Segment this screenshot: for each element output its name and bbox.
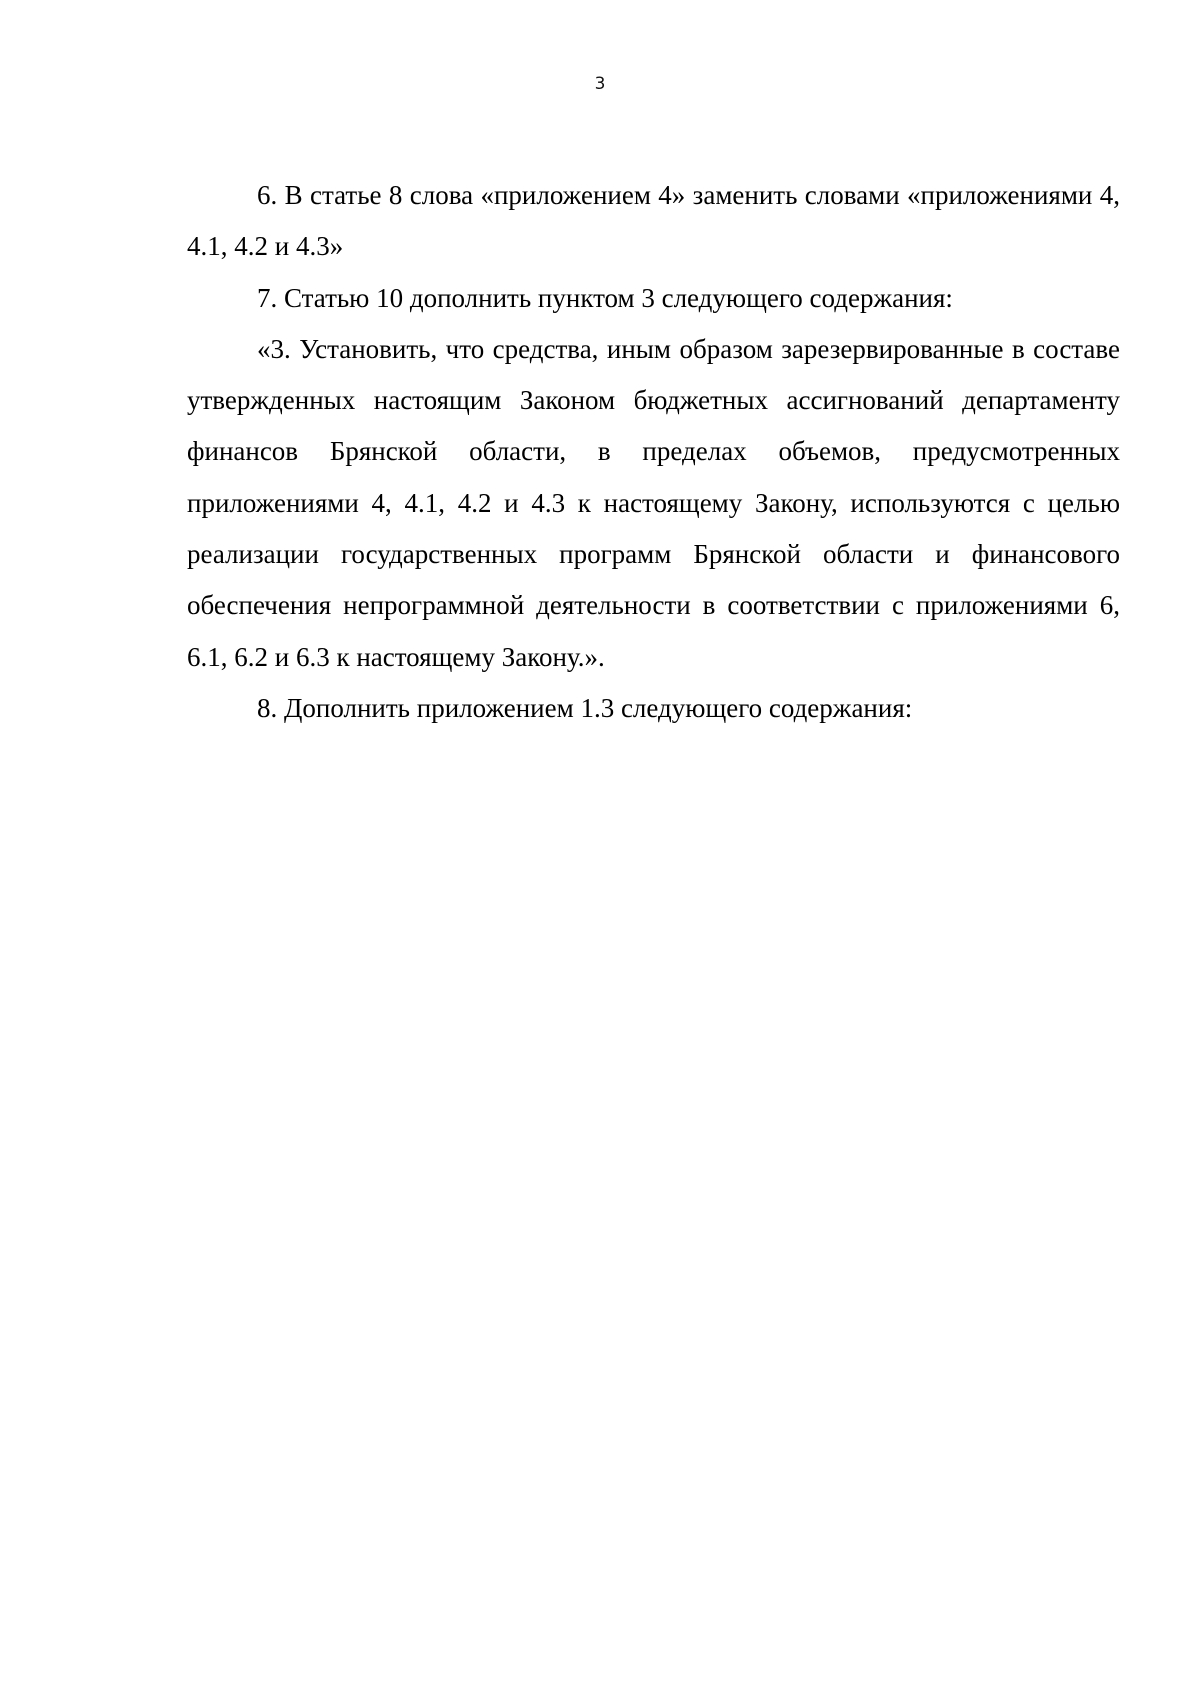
paragraph-item-7-point-3: «3. Установить, что средства, иным образом зарезервированные в составе утвержденных настоящим Законом бюджетных ассигнований департаменту финансов Брянской области, в пределах объемов, предусмотренных приложениями 4, 4.1, 4.2 и 4.3 к настоящему Закону, используются с целью реализации государственных программ Брянской области и финансового обеспечения непрограммной деятельности в соответствии с приложениями 6, 6.1, 6.2 и 6.3 к настоящему Закону.». (187, 333, 1120, 672)
paragraph-item-8: 8. Дополнить приложением 1.3 следующего содержания: (257, 692, 913, 723)
document-body (187, 170, 1120, 734)
paragraph-item-7: 7. Статью 10 дополнить пунктом 3 следующего содержания: (257, 282, 953, 313)
page-number: 3 (594, 74, 606, 94)
paragraph-item-6: 6. В статье 8 слова «приложением 4» заменить словами «приложениями 4, 4.1, 4.2 и 4.3» (187, 180, 1120, 262)
